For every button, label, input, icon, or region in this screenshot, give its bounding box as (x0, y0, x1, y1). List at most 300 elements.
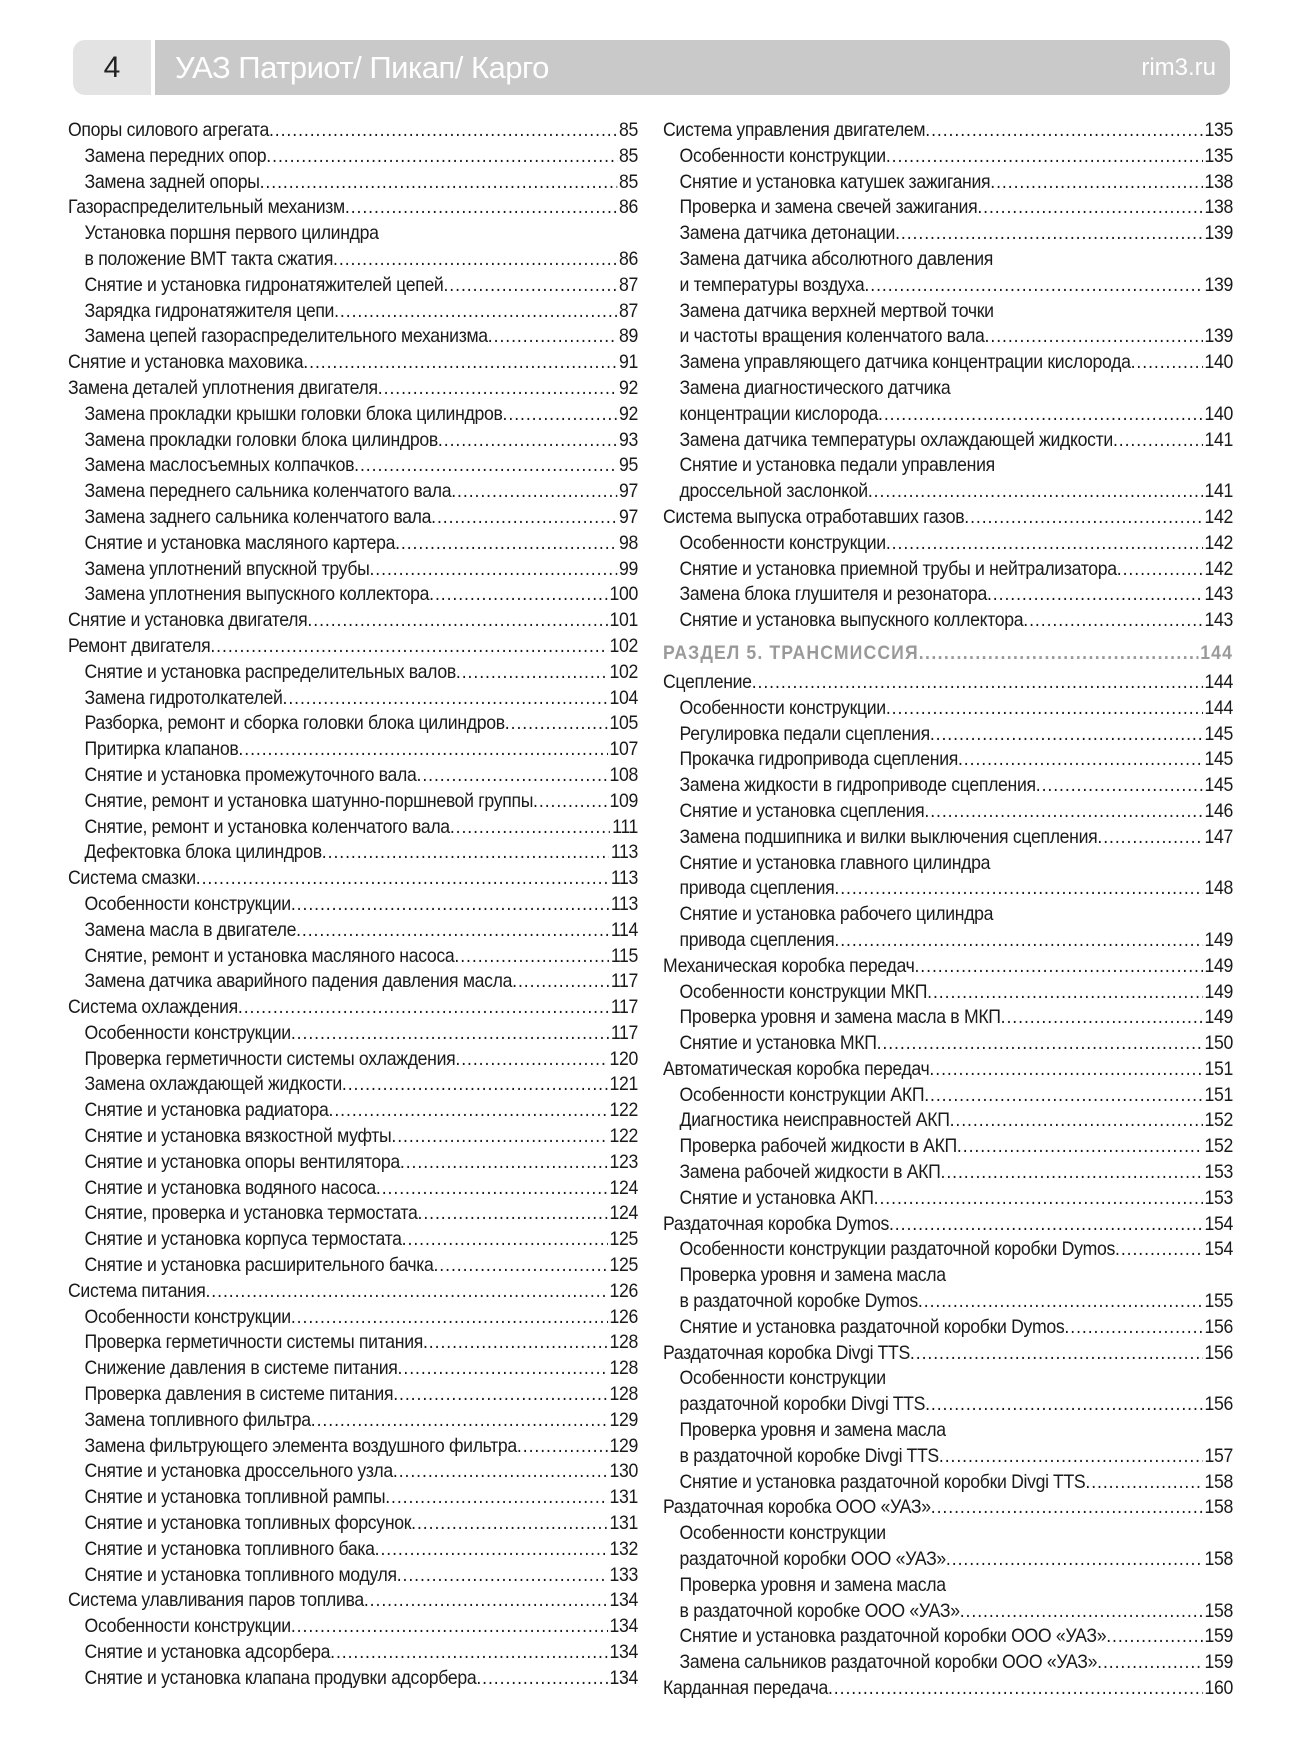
toc-page-number: 105 (609, 713, 639, 735)
toc-leader-dots (927, 980, 1203, 1006)
toc-page-number: 142 (1204, 532, 1234, 554)
toc-page-number: 107 (609, 739, 639, 761)
toc-entry-title: Особенности конструкции (84, 1306, 291, 1328)
toc-entry[interactable] (68, 815, 638, 841)
toc-entry[interactable] (68, 1666, 638, 1692)
toc-entry[interactable] (68, 737, 638, 763)
toc-entry[interactable] (663, 773, 1233, 799)
toc-leader-dots (238, 737, 607, 763)
toc-leader-dots (282, 686, 607, 712)
toc-entry[interactable] (68, 531, 638, 557)
toc-leader-dots (1113, 428, 1203, 454)
toc-page-number: 154 (1204, 1239, 1234, 1261)
toc-page-number: 113 (610, 868, 639, 890)
toc-leader-dots (752, 670, 1203, 696)
toc-entry-title: Снятие и установка дроссельного узла (84, 1461, 393, 1483)
toc-entry[interactable] (68, 428, 638, 454)
toc-entry-title: Снятие и установка топливного бака (84, 1538, 375, 1560)
toc-page-number: 151 (1204, 1084, 1234, 1106)
toc-leader-dots (990, 170, 1202, 196)
toc-entry[interactable] (68, 376, 638, 402)
toc-entry[interactable] (663, 1676, 1233, 1702)
toc-leader-dots (329, 1098, 608, 1124)
toc-page-number: 129 (609, 1435, 639, 1457)
toc-entry[interactable] (68, 660, 638, 686)
toc-entry[interactable] (663, 453, 1233, 479)
toc-entry[interactable] (68, 789, 638, 815)
toc-entry[interactable] (68, 1201, 638, 1227)
toc-leader-dots (488, 324, 617, 350)
toc-entry-title: Замена маслосъемных колпачков (84, 455, 355, 477)
toc-leader-dots (874, 1186, 1203, 1212)
toc-entry[interactable] (663, 1289, 1233, 1315)
toc-entry-title: Замена масла в двигателе (84, 919, 297, 941)
toc-page-number: 146 (1204, 800, 1234, 822)
toc-entry-title: Снятие и установка раздаточной коробки ООО «УАЗ» (679, 1626, 1107, 1648)
toc-leader-dots (1001, 1005, 1203, 1031)
toc-entry[interactable] (68, 582, 638, 608)
toc-entry-title: Система охлаждения (68, 997, 238, 1019)
toc-entry[interactable] (68, 453, 638, 479)
toc-entry[interactable] (68, 195, 638, 221)
toc-entry-title: дроссельной заслонкой (679, 481, 868, 503)
toc-entry[interactable] (663, 350, 1233, 376)
toc-page-number: 158 (1204, 1471, 1234, 1493)
toc-entry[interactable] (68, 1408, 638, 1434)
toc-page-number: 147 (1204, 826, 1234, 848)
toc-entry-title: Снятие и установка маховика (68, 352, 304, 374)
toc-leader-dots (397, 1563, 608, 1589)
toc-leader-dots (1036, 773, 1203, 799)
toc-entry[interactable] (663, 722, 1233, 748)
toc-entry[interactable] (663, 118, 1233, 144)
toc-entry[interactable] (68, 866, 638, 892)
toc-entry-title: Замена топливного фильтра (84, 1409, 311, 1431)
toc-entry[interactable] (663, 1083, 1233, 1109)
toc-entry[interactable] (663, 608, 1233, 634)
toc-entry[interactable] (663, 1573, 1233, 1599)
toc-leader-dots (311, 1408, 608, 1434)
toc-entry[interactable] (68, 557, 638, 583)
toc-leader-dots (451, 479, 617, 505)
toc-leader-dots (828, 1676, 1203, 1702)
toc-leader-dots (868, 479, 1203, 505)
toc-entry[interactable] (663, 1521, 1233, 1547)
toc-page-number: 156 (1204, 1394, 1234, 1416)
toc-page-number: 111 (612, 816, 639, 838)
toc-entry-title: Снижение давления в системе питания (84, 1358, 398, 1380)
toc-entry-title: Снятие и установка топливной рампы (84, 1487, 386, 1509)
toc-leader-dots (960, 1599, 1203, 1625)
toc-entry[interactable] (68, 1047, 638, 1073)
toc-leader-dots (395, 531, 617, 557)
toc-page-number: 143 (1204, 584, 1234, 606)
toc-entry[interactable] (663, 1057, 1233, 1083)
toc-leader-dots (886, 144, 1203, 170)
toc-entry[interactable] (663, 825, 1233, 851)
toc-entry-title: в положение ВМТ такта сжатия (84, 248, 334, 270)
toc-entry-title: Снятие и установка раздаточной коробки Dymos (679, 1316, 1065, 1338)
toc-page-number: 145 (1204, 775, 1234, 797)
toc-leader-dots (454, 944, 609, 970)
toc-entry[interactable] (663, 557, 1233, 583)
header-bar (155, 40, 1230, 95)
toc-page-number: 145 (1204, 723, 1234, 745)
toc-page-number: 132 (609, 1538, 639, 1560)
toc-entry[interactable] (663, 1392, 1233, 1418)
toc-entry[interactable] (68, 763, 638, 789)
toc-entry[interactable] (663, 1547, 1233, 1573)
toc-leader-dots (354, 453, 617, 479)
toc-entry[interactable] (663, 1212, 1233, 1238)
toc-entry-title: Особенности конструкции (679, 697, 886, 719)
toc-entry[interactable] (68, 299, 638, 325)
toc-page-number: 85 (619, 145, 639, 167)
toc-leader-dots (438, 428, 617, 454)
toc-leader-dots (376, 1176, 608, 1202)
toc-entry-title: Раздаточная коробка Divgi TTS (663, 1342, 910, 1364)
toc-entry-title: привода сцепления (679, 878, 835, 900)
toc-page-number: 98 (619, 532, 639, 554)
toc-page-number: 130 (609, 1461, 639, 1483)
toc-entry[interactable] (663, 696, 1233, 722)
toc-entry[interactable] (663, 428, 1233, 454)
toc-page-number: 104 (609, 687, 639, 709)
toc-entry[interactable] (68, 1356, 638, 1382)
toc-entry-title: Газораспределительный механизм (68, 197, 345, 219)
toc-page-number: 122 (609, 1126, 639, 1148)
toc-page-number: 138 (1204, 197, 1234, 219)
toc-leader-dots (940, 1160, 1202, 1186)
toc-entry[interactable] (68, 221, 638, 247)
toc-entry-title: Система выпуска отработавших газов (663, 506, 965, 528)
toc-entry[interactable] (663, 531, 1233, 557)
toc-entry[interactable] (663, 851, 1233, 877)
toc-entry[interactable] (663, 221, 1233, 247)
toc-entry[interactable] (68, 1072, 638, 1098)
toc-entry-title: Ремонт двигателя (68, 635, 211, 657)
toc-page-number: 152 (1204, 1136, 1234, 1158)
toc-entry-title: Снятие и установка выпускного коллектора (679, 610, 1024, 632)
toc-entry[interactable] (663, 1263, 1233, 1289)
toc-page-number: 139 (1204, 274, 1234, 296)
toc-entry[interactable] (663, 1237, 1233, 1263)
toc-leader-dots (939, 1444, 1203, 1470)
toc-entry[interactable] (663, 1624, 1233, 1650)
toc-page-number: 159 (1204, 1626, 1234, 1648)
toc-leader-dots (266, 144, 617, 170)
toc-page-number: 125 (609, 1229, 639, 1251)
toc-page-number: 142 (1204, 558, 1234, 580)
toc-entry[interactable] (68, 1382, 638, 1408)
toc-entry[interactable] (68, 170, 638, 196)
toc-entry[interactable] (663, 1495, 1233, 1521)
toc-entry[interactable] (68, 402, 638, 428)
toc-leader-dots (322, 840, 609, 866)
toc-leader-dots (946, 1547, 1203, 1573)
toc-entry-title: Особенности конструкции (679, 1523, 886, 1545)
toc-entry[interactable] (663, 582, 1233, 608)
toc-entry-title: Притирка клапанов (84, 739, 239, 761)
toc-entry[interactable] (68, 686, 638, 712)
toc-entry[interactable] (68, 1434, 638, 1460)
toc-page-number: 159 (1204, 1652, 1234, 1674)
toc-entry[interactable] (68, 1253, 638, 1279)
toc-entry[interactable] (663, 1599, 1233, 1625)
toc-page-number: 135 (1204, 145, 1234, 167)
toc-leader-dots (924, 799, 1202, 825)
toc-page-number: 158 (1204, 1549, 1234, 1571)
toc-entry[interactable] (68, 118, 638, 144)
toc-entry[interactable] (68, 711, 638, 737)
toc-entry[interactable] (68, 1098, 638, 1124)
toc-entry[interactable] (663, 1444, 1233, 1470)
toc-page-number: 160 (1204, 1678, 1234, 1700)
toc-page-number: 135 (1204, 120, 1234, 141)
toc-entry[interactable] (663, 1005, 1233, 1031)
toc-leader-dots (260, 170, 618, 196)
toc-entry-title: Особенности конструкции (679, 532, 886, 554)
toc-entry[interactable] (68, 608, 638, 634)
toc-leader-dots (205, 1279, 607, 1305)
toc-leader-dots (400, 1150, 608, 1176)
toc-entry[interactable] (68, 1279, 638, 1305)
toc-entry-title: в раздаточной коробке ООО «УАЗ» (679, 1600, 960, 1622)
toc-leader-dots (378, 376, 617, 402)
toc-entry[interactable] (68, 144, 638, 170)
toc-entry[interactable] (68, 892, 638, 918)
toc-entry[interactable] (663, 876, 1233, 902)
toc-page-number: 125 (609, 1255, 639, 1277)
toc-page-number: 97 (619, 481, 639, 503)
toc-entry-title: Проверка герметичности системы охлаждения (84, 1048, 456, 1070)
toc-entry[interactable] (663, 1031, 1233, 1057)
toc-entry[interactable] (68, 1330, 638, 1356)
toc-leader-dots (456, 660, 608, 686)
toc-entry-title: Снятие и установка педали управления (679, 455, 995, 477)
toc-leader-dots (985, 324, 1203, 350)
toc-entry[interactable] (68, 350, 638, 376)
toc-entry[interactable] (68, 944, 638, 970)
toc-entry[interactable] (663, 799, 1233, 825)
toc-entry[interactable] (68, 918, 638, 944)
toc-entry[interactable] (663, 902, 1233, 928)
toc-entry[interactable] (663, 505, 1233, 531)
toc-leader-dots (878, 402, 1203, 428)
toc-entry[interactable] (663, 273, 1233, 299)
toc-entry-title: Замена прокладки крышки головки блока цилиндров (84, 403, 503, 425)
toc-page-number: 149 (1204, 1007, 1234, 1029)
toc-entry-title: Снятие и установка вязкостной муфты (84, 1126, 392, 1148)
toc-entry[interactable] (663, 1418, 1233, 1444)
toc-entry[interactable] (663, 247, 1233, 273)
toc-entry[interactable] (663, 402, 1233, 428)
toc-entry[interactable] (663, 1134, 1233, 1160)
toc-page-number: 156 (1204, 1342, 1234, 1364)
toc-entry-title: Особенности конструкции (84, 1616, 291, 1638)
toc-entry[interactable] (663, 670, 1233, 696)
toc-entry-title: Особенности конструкции МКП (679, 981, 928, 1003)
toc-leader-dots (330, 1640, 608, 1666)
toc-entry[interactable] (663, 1160, 1233, 1186)
toc-page-number: 85 (619, 120, 639, 141)
toc-leader-dots (476, 1666, 607, 1692)
toc-entry-title: Снятие и установка промежуточного вала (84, 764, 417, 786)
toc-entry-title: Снятие и установка адсорбера (84, 1642, 331, 1664)
toc-entry-title: Установка поршня первого цилиндра (84, 223, 379, 245)
toc-page-number: 128 (609, 1358, 639, 1380)
toc-entry-title: Особенности конструкции (679, 1368, 886, 1390)
toc-entry-title: Система улавливания паров топлива (68, 1590, 364, 1612)
toc-entry[interactable] (663, 324, 1233, 350)
toc-page-number: 129 (609, 1409, 639, 1431)
toc-entry[interactable] (68, 1124, 638, 1150)
toc-entry-title: Замена сальников раздаточной коробки ООО «УАЗ» (679, 1652, 1098, 1674)
toc-entry[interactable] (663, 376, 1233, 402)
toc-entry[interactable] (663, 299, 1233, 325)
toc-entry[interactable] (663, 1186, 1233, 1212)
toc-page-number: 89 (619, 326, 639, 348)
toc-page-number: 124 (609, 1177, 639, 1199)
toc-entry-title: Зарядка гидронатяжителя цепи (84, 300, 335, 322)
toc-entry[interactable] (68, 1459, 638, 1485)
toc-page-number: 140 (1204, 352, 1234, 374)
toc-page-number: 122 (609, 1100, 639, 1122)
toc-entry-title: Замена деталей уплотнения двигателя (68, 377, 378, 399)
toc-entry[interactable] (68, 1563, 638, 1589)
toc-entry[interactable] (663, 980, 1233, 1006)
toc-entry[interactable] (68, 1176, 638, 1202)
toc-page-number: 117 (610, 971, 639, 993)
toc-section-heading[interactable] (663, 634, 1233, 670)
toc-page-number: 108 (609, 764, 639, 786)
toc-leader-dots (402, 1227, 608, 1253)
toc-entry[interactable] (68, 1511, 638, 1537)
toc-entry[interactable] (68, 1485, 638, 1511)
toc-page-number: 154 (1204, 1213, 1234, 1235)
toc-entry[interactable] (663, 479, 1233, 505)
toc-entry-title: Проверка рабочей жидкости в АКП (679, 1136, 957, 1158)
toc-entry[interactable] (68, 1537, 638, 1563)
toc-entry[interactable] (68, 479, 638, 505)
toc-page-number: 134 (609, 1616, 639, 1638)
toc-leader-dots (1131, 350, 1203, 376)
toc-page-number: 115 (610, 945, 639, 967)
toc-leader-dots (291, 892, 609, 918)
toc-entry[interactable] (68, 995, 638, 1021)
toc-entry[interactable] (663, 1315, 1233, 1341)
toc-entry-title: Проверка герметичности системы питания (84, 1332, 423, 1354)
toc-entry[interactable] (68, 969, 638, 995)
toc-entry-title: Замена управляющего датчика концентрации кислорода (679, 352, 1131, 374)
toc-entry-title: Проверка уровня и замена масла (679, 1265, 946, 1287)
toc-entry[interactable] (663, 1470, 1233, 1496)
toc-entry[interactable] (663, 195, 1233, 221)
toc-leader-dots (429, 582, 608, 608)
toc-entry[interactable] (68, 1227, 638, 1253)
toc-entry-title: Снятие, ремонт и установка шатунно-поршневой группы (84, 790, 534, 812)
toc-entry[interactable] (68, 1614, 638, 1640)
toc-entry-title: Автоматическая коробка передач (663, 1058, 930, 1080)
toc-entry-title: Замена задней опоры (84, 171, 260, 193)
toc-leader-dots (423, 1330, 608, 1356)
toc-leader-dots (364, 1588, 608, 1614)
toc-entry[interactable] (663, 747, 1233, 773)
toc-leader-dots (864, 273, 1202, 299)
toc-leader-dots (1117, 557, 1203, 583)
toc-entry-title: Замена охлаждающей жидкости (84, 1074, 342, 1096)
toc-page-number: 143 (1204, 610, 1234, 632)
toc-leader-dots (517, 1434, 608, 1460)
page-header (73, 40, 1230, 95)
toc-entry[interactable] (663, 1108, 1233, 1134)
toc-entry[interactable] (663, 170, 1233, 196)
toc-leader-dots (1115, 1237, 1203, 1263)
toc-leader-dots (345, 195, 617, 221)
toc-entry[interactable] (68, 634, 638, 660)
toc-page-number: 149 (1204, 929, 1234, 951)
toc-entry[interactable] (68, 1021, 638, 1047)
toc-entry[interactable] (68, 324, 638, 350)
toc-entry-title: Проверка и замена свечей зажигания (679, 197, 978, 219)
toc-entry[interactable] (663, 1366, 1233, 1392)
toc-page-number: 131 (609, 1487, 639, 1509)
toc-leader-dots (385, 1485, 607, 1511)
toc-entry[interactable] (663, 144, 1233, 170)
toc-entry[interactable] (68, 505, 638, 531)
toc-entry[interactable] (663, 928, 1233, 954)
toc-leader-dots (303, 350, 617, 376)
toc-entry[interactable] (663, 954, 1233, 980)
toc-leader-dots (929, 1057, 1202, 1083)
toc-entry-title: Механическая коробка передач (663, 955, 915, 977)
toc-page-number: 142 (1204, 506, 1234, 528)
toc-entry[interactable] (68, 840, 638, 866)
toc-leader-dots (333, 247, 617, 273)
toc-entry-title: Особенности конструкции (84, 893, 291, 915)
toc-entry-title: Замена датчика аварийного падения давления масла (84, 971, 513, 993)
toc-entry[interactable] (68, 1150, 638, 1176)
toc-page-number: 100 (609, 584, 639, 606)
toc-entry-title: Замена датчика абсолютного давления (679, 248, 994, 270)
toc-entry-title: Проверка уровня и замена масла в МКП (679, 1007, 1001, 1029)
toc-entry-title: Замена жидкости в гидроприводе сцепления (679, 775, 1036, 797)
toc-entry-title: Замена уплотнения выпускного коллектора (84, 584, 430, 606)
toc-entry-title: Замена заднего сальника коленчатого вала (84, 506, 432, 528)
toc-entry[interactable] (68, 1305, 638, 1331)
toc-leader-dots (1064, 1315, 1202, 1341)
book-title: УАЗ Патриот/ Пикап/ Карго (175, 50, 549, 85)
toc-leader-dots (1097, 1650, 1203, 1676)
toc-entry[interactable] (663, 1341, 1233, 1367)
toc-leader-dots (503, 402, 618, 428)
toc-entry-title: Дефектовка блока цилиндров (84, 842, 322, 864)
toc-entry[interactable] (68, 247, 638, 273)
toc-entry[interactable] (68, 273, 638, 299)
toc-leader-dots (375, 1537, 608, 1563)
toc-page-number: 117 (610, 1022, 639, 1044)
toc-entry[interactable] (68, 1588, 638, 1614)
toc-entry-title: Снятие и установка главного цилиндра (679, 852, 991, 874)
toc-entry-title: Замена переднего сальника коленчатого вала (84, 481, 452, 503)
toc-entry[interactable] (68, 1640, 638, 1666)
toc-entry[interactable] (663, 1650, 1233, 1676)
toc-leader-dots (919, 634, 1199, 674)
toc-page-number: 134 (609, 1590, 639, 1612)
toc-page-number: 97 (619, 506, 639, 528)
toc-page-number: 117 (610, 997, 639, 1019)
toc-page-number: 99 (619, 558, 639, 580)
